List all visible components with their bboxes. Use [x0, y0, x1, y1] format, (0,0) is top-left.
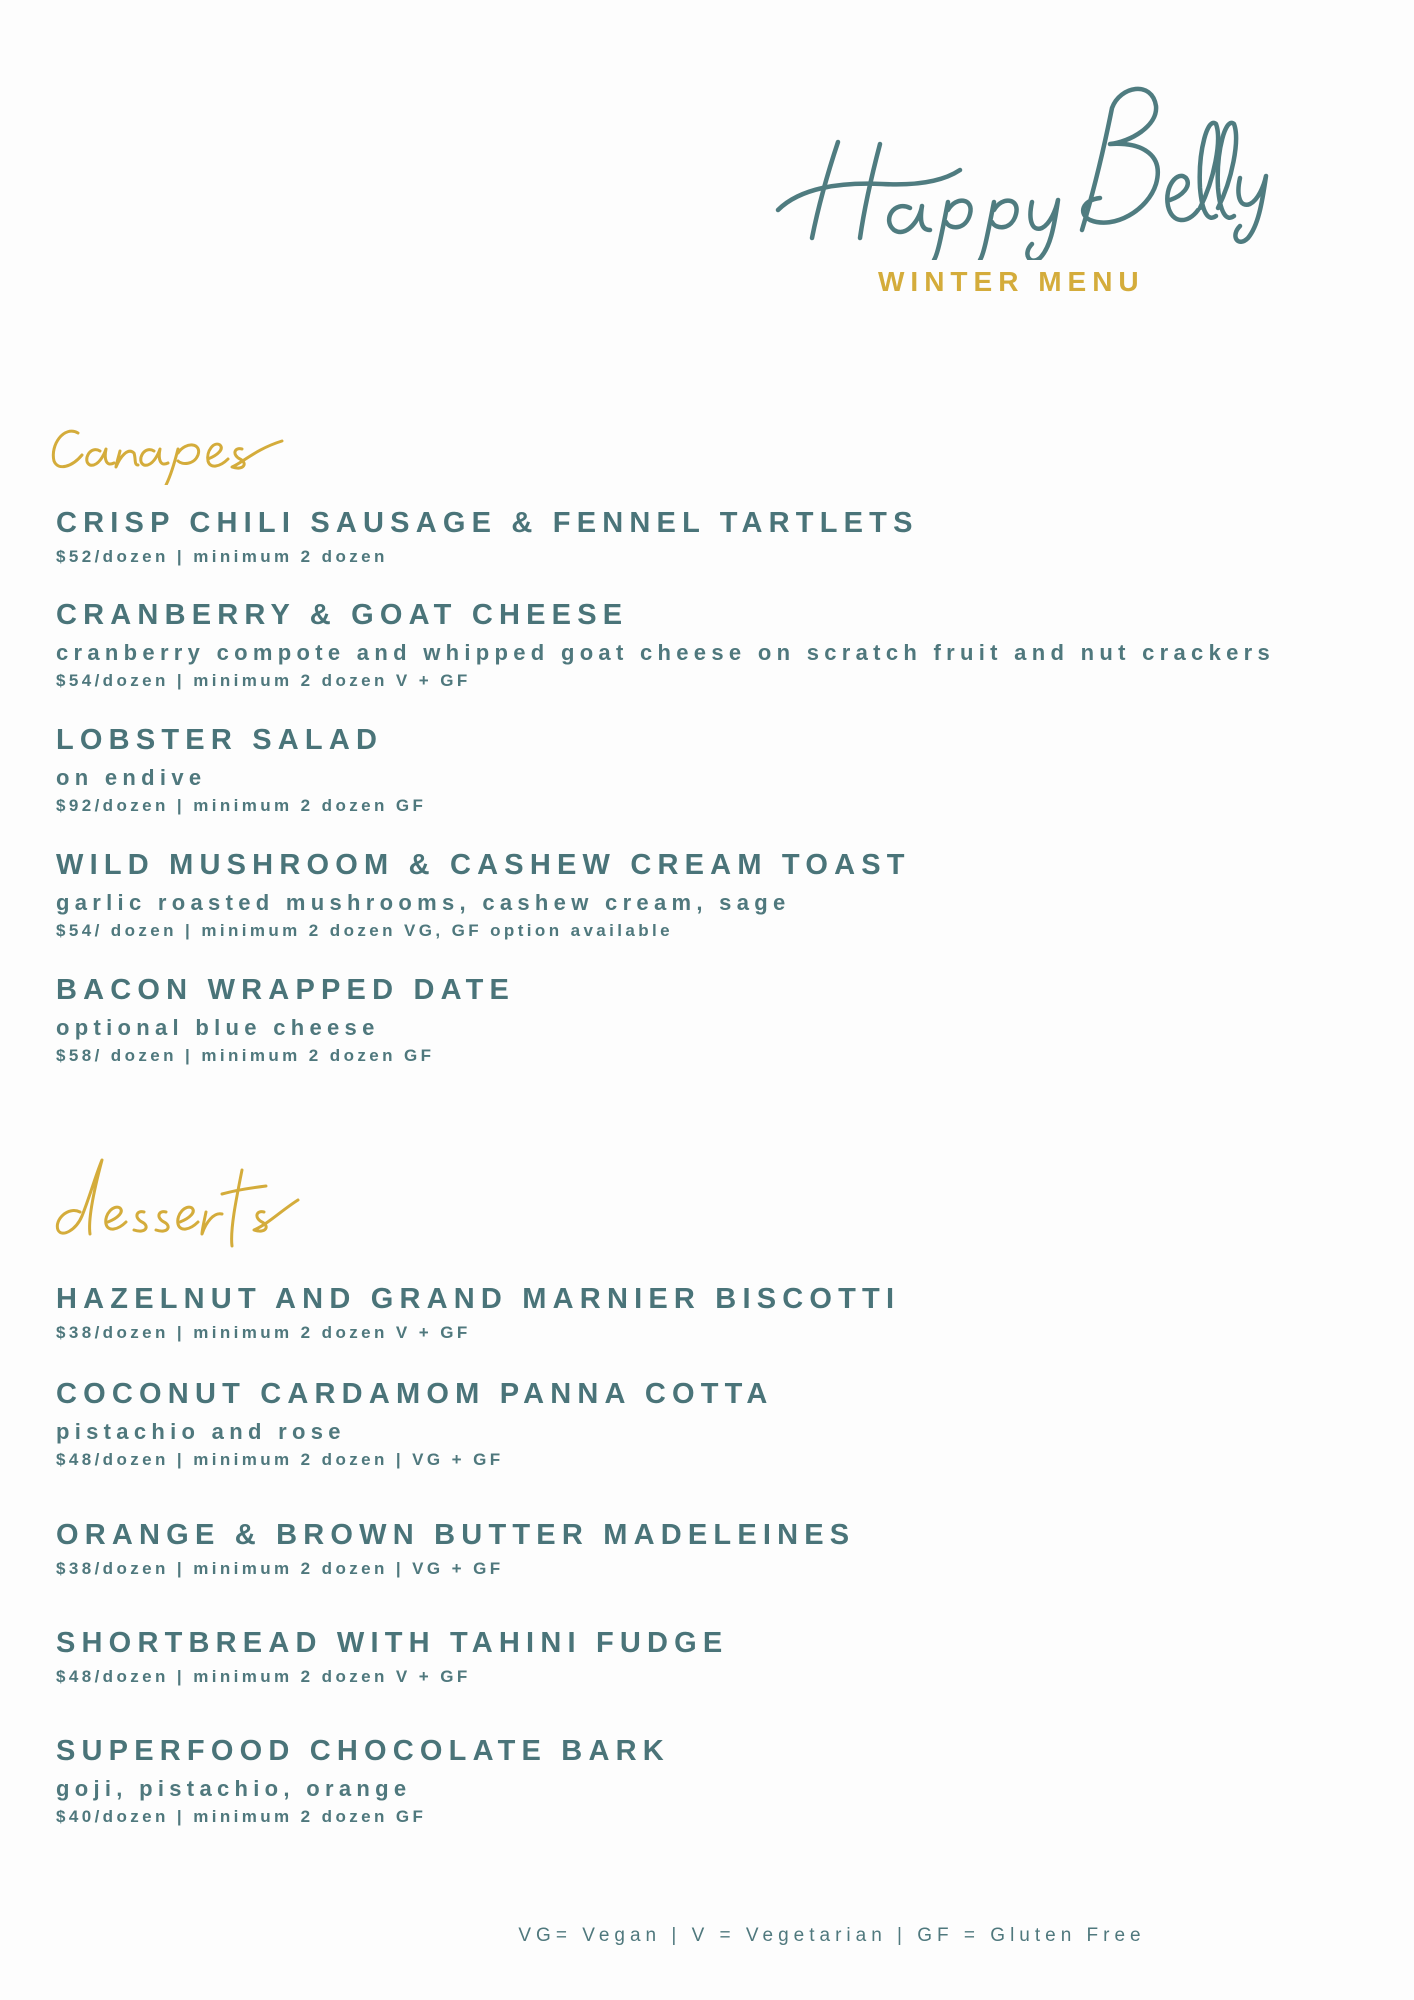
menu-subtitle: WINTER MENU [878, 266, 1145, 297]
section-title-desserts [46, 1150, 316, 1250]
menu-item [56, 506, 1376, 570]
item-price: $54/dozen | minimum 2 dozen V + GF [56, 671, 471, 690]
happy-belly-logo [760, 60, 1280, 260]
section-title-canapes [46, 405, 306, 485]
item-name: SUPERFOOD CHOCOLATE BARK [56, 1735, 670, 1767]
dietary-legend: VG= Vegan | V = Vegetarian | GF = Gluten Free [518, 1925, 1146, 1946]
menu-item [56, 1282, 1376, 1346]
menu-item [56, 1518, 1376, 1582]
item-name: CRANBERRY & GOAT CHEESE [56, 599, 629, 631]
item-description: on endive [56, 765, 207, 790]
item-description: optional blue cheese [56, 1015, 380, 1040]
item-name: BACON WRAPPED DATE [56, 974, 516, 1006]
menu-item [56, 848, 1376, 944]
item-description: goji, pistachio, orange [56, 1776, 412, 1801]
menu-item [56, 1734, 1376, 1830]
item-name: ORANGE & BROWN BUTTER MADELEINES [56, 1519, 856, 1551]
menu-item [56, 1626, 1376, 1690]
item-price: $48/dozen | minimum 2 dozen | VG + GF [56, 1450, 504, 1469]
item-name: HAZELNUT AND GRAND MARNIER BISCOTTI [56, 1283, 901, 1315]
item-price: $54/ dozen | minimum 2 dozen VG, GF option available [56, 921, 674, 940]
item-price: $40/dozen | minimum 2 dozen GF [56, 1807, 427, 1826]
menu-item [56, 973, 1376, 1069]
item-description: garlic roasted mushrooms, cashew cream, sage [56, 890, 791, 915]
item-price: $38/dozen | minimum 2 dozen V + GF [56, 1323, 471, 1342]
menu-item [56, 598, 1376, 694]
item-price: $52/dozen | minimum 2 dozen [56, 547, 388, 566]
brand-header [760, 60, 1280, 310]
item-price: $48/dozen | minimum 2 dozen V + GF [56, 1667, 471, 1686]
item-price: $38/dozen | minimum 2 dozen | VG + GF [56, 1559, 504, 1578]
item-name: COCONUT CARDAMOM PANNA COTTA [56, 1378, 774, 1410]
item-description: cranberry compote and whipped goat cheese on scratch fruit and nut crackers [56, 640, 1276, 665]
item-description: pistachio and rose [56, 1419, 346, 1444]
item-name: CRISP CHILI SAUSAGE & FENNEL TARTLETS [56, 507, 919, 539]
item-name: LOBSTER SALAD [56, 724, 384, 756]
item-name: SHORTBREAD WITH TAHINI FUDGE [56, 1627, 729, 1659]
menu-item [56, 723, 1376, 819]
item-price: $58/ dozen | minimum 2 dozen GF [56, 1046, 435, 1065]
menu-item [56, 1377, 1376, 1473]
item-name: WILD MUSHROOM & CASHEW CREAM TOAST [56, 849, 911, 881]
item-price: $92/dozen | minimum 2 dozen GF [56, 796, 427, 815]
